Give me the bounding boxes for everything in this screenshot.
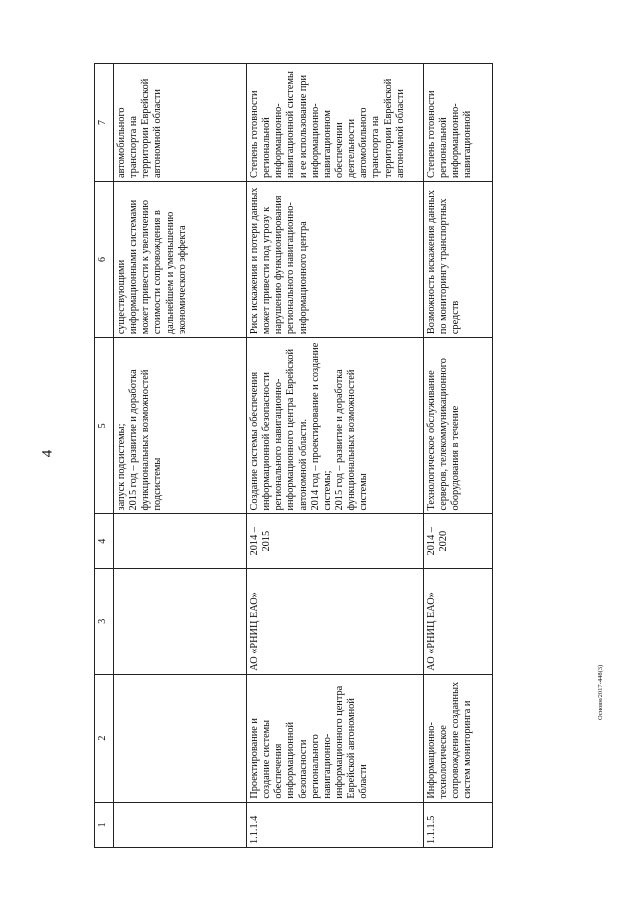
cell-risk: существующими информационными системами может привести к увеличению стоимости сопровождения в дальнейшем и уменьшению экономического эффекта <box>114 181 247 337</box>
cell-name: Информационно-технологическое сопровождение созданных систем мониторинга и <box>424 674 493 802</box>
cell-content: Создание системы обеспечения информационной безопасности регионального навигационно-информационного центра Еврейской автономной области. 2014 год – проектирование и создание системы; 2015 год – развитие и доработка функциональных возможностей системы <box>247 338 424 514</box>
cell-risk: Возможность искажения данных по мониторингу транспортных средств <box>424 181 493 337</box>
header-col-3: 3 <box>95 568 114 674</box>
rotated-table-container <box>94 63 584 848</box>
cell-period <box>114 514 247 568</box>
cell-period: 2014 – 2015 <box>247 514 424 568</box>
table-row <box>247 64 424 848</box>
header-col-6: 6 <box>95 181 114 337</box>
page-number: 4 <box>39 449 56 458</box>
cell-num: 1.1.1.5 <box>424 802 493 847</box>
cell-name <box>114 674 247 802</box>
cell-executor: АО «РНИЦ ЕАО» <box>424 568 493 674</box>
header-col-2: 2 <box>95 674 114 802</box>
header-col-1: 1 <box>95 802 114 847</box>
cell-risk: Риск искажения и потери данных может привести под угрозу к нарушению функционирования регионального навигационно-информационного центра <box>247 181 424 337</box>
header-col-5: 5 <box>95 338 114 514</box>
cell-num: 1.1.1.4 <box>247 802 424 847</box>
cell-result: Степень готовности региональной информационно-навигационной системы и ее использование при информационно-навигационном обеспечении деятельности автомобильного транспорта на территории Еврейской автономной области <box>247 64 424 182</box>
table-row <box>114 64 247 848</box>
cell-executor: АО «РНИЦ ЕАО» <box>247 568 424 674</box>
cell-content: запуск подсистемы; 2015 год – развитие и доработка функциональных возможностей подсистемы <box>114 338 247 514</box>
cell-num <box>114 802 247 847</box>
header-row <box>95 64 114 848</box>
header-col-4: 4 <box>95 514 114 568</box>
cell-result: Степень готовности региональной информационно-навигационной <box>424 64 493 182</box>
table-row <box>424 64 493 848</box>
header-col-7: 7 <box>95 64 114 182</box>
program-activities-table <box>94 63 493 848</box>
cell-content: Технологическое обслуживание серверов, телекоммуникационного оборудования в течение <box>424 338 493 514</box>
footer-document-code: Основн/2017-448(3) <box>597 664 604 720</box>
cell-executor <box>114 568 247 674</box>
cell-period: 2014 – 2020 <box>424 514 493 568</box>
cell-result: автомобильного транспорта на территории Еврейской автономной области <box>114 64 247 182</box>
cell-name: Проектирование и создание системы обеспечения информационной безопасности регионального навигационно-информационного центра Еврейской автономной области <box>247 674 424 802</box>
